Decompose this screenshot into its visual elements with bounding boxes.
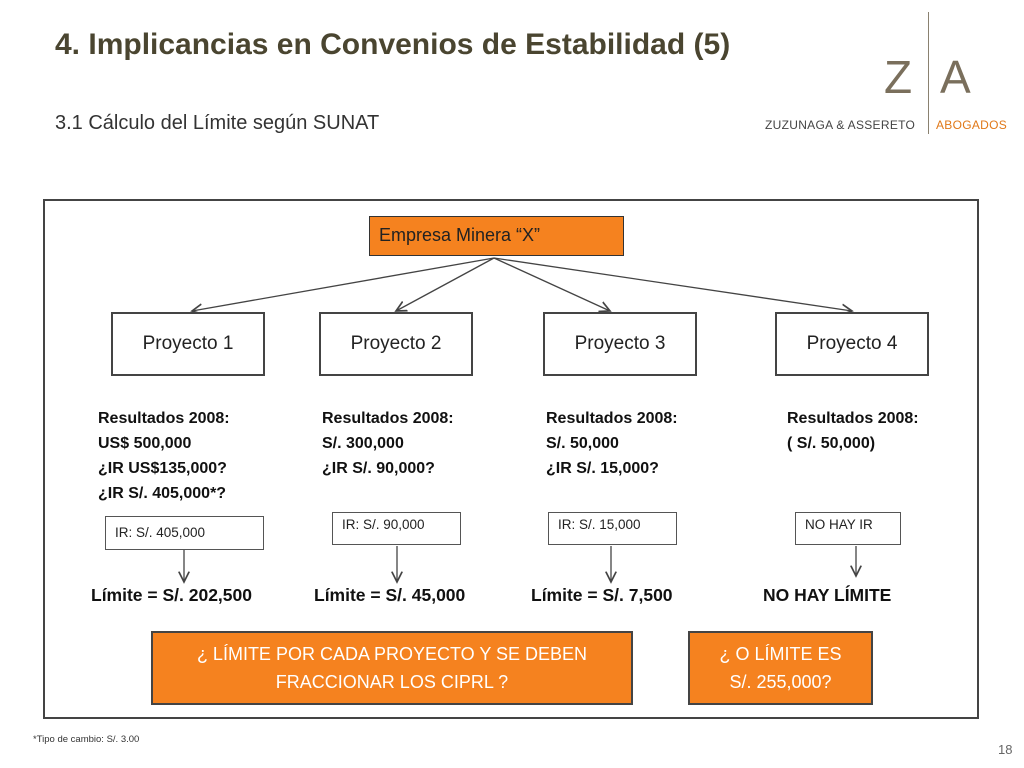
result-line: Resultados 2008: xyxy=(787,410,919,427)
logo-firm-type: ABOGADOS xyxy=(936,118,1008,132)
root-node-empresa-minera: Empresa Minera “X” xyxy=(369,216,624,256)
result-line: ¿IR S/. 90,000? xyxy=(322,460,435,477)
slide-title: 4. Implicancias en Convenios de Estabilidad (5) xyxy=(55,28,731,61)
question-line: FRACCIONAR LOS CIPRL ? xyxy=(275,672,509,692)
slide-subtitle: 3.1 Cálculo del Límite según SUNAT xyxy=(55,112,380,134)
result-line: Resultados 2008: xyxy=(546,410,678,427)
question-box-per-project xyxy=(151,631,633,705)
result-line: S/. 50,000 xyxy=(546,435,619,452)
project-node-2: Proyecto 2 xyxy=(319,312,473,376)
result-line: Resultados 2008: xyxy=(98,410,230,427)
ir-box-1: IR: S/. 405,000 xyxy=(105,516,264,550)
project-1-results xyxy=(98,406,230,506)
ir-box-2: IR: S/. 90,000 xyxy=(332,512,461,545)
result-line: S/. 300,000 xyxy=(322,435,404,452)
question-line: S/. 255,000? xyxy=(729,672,832,692)
page-number: 18 xyxy=(998,742,1013,757)
result-line: ¿IR US$135,000? xyxy=(98,460,227,477)
ir-box-4: NO HAY IR xyxy=(795,512,901,545)
result-line: ¿IR S/. 15,000? xyxy=(546,460,659,477)
arrow-root-to-proyecto-4 xyxy=(494,258,852,311)
result-line: US$ 500,000 xyxy=(98,435,192,452)
limit-label-4: NO HAY LÍMITE xyxy=(763,585,892,605)
question-line: ¿ O LÍMITE ES xyxy=(719,644,842,664)
result-line: ( S/. 50,000) xyxy=(787,435,876,452)
limit-label-1: Límite = S/. 202,500 xyxy=(91,585,252,605)
logo-letter-a: A xyxy=(940,51,971,103)
project-2-results xyxy=(322,406,454,481)
project-node-4: Proyecto 4 xyxy=(775,312,929,376)
result-line: Resultados 2008: xyxy=(322,410,454,427)
limit-label-3: Límite = S/. 7,500 xyxy=(531,585,673,605)
project-4-results xyxy=(787,406,919,456)
project-3-results xyxy=(546,406,678,481)
limit-label-2: Límite = S/. 45,000 xyxy=(314,585,466,605)
project-node-1: Proyecto 1 xyxy=(111,312,265,376)
result-line: ¿IR S/. 405,000*? xyxy=(98,485,227,502)
logo-firm-name: ZUZUNAGA & ASSERETO xyxy=(765,118,916,132)
exchange-rate-footnote: *Tipo de cambio: S/. 3.00 xyxy=(33,734,140,745)
arrow-root-to-proyecto-1 xyxy=(192,258,494,311)
ir-box-3: IR: S/. 15,000 xyxy=(548,512,677,545)
logo-letter-z: Z xyxy=(884,51,913,103)
question-box-total-limit xyxy=(688,631,873,705)
question-line: ¿ LÍMITE POR CADA PROYECTO Y SE DEBEN xyxy=(196,644,588,664)
project-node-3: Proyecto 3 xyxy=(543,312,697,376)
